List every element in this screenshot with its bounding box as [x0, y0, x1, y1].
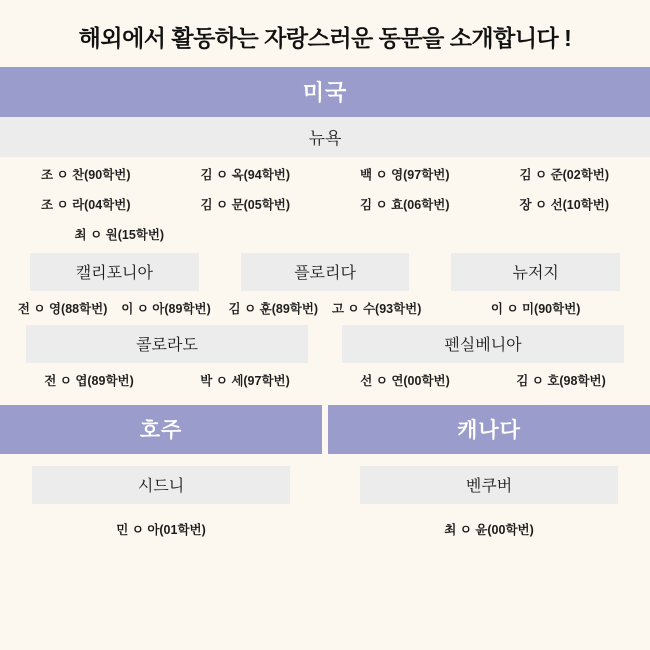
alumni-name: 김 ㅇ 준(02학번): [519, 168, 610, 182]
country-header-canada: 캐나다: [328, 405, 650, 454]
florida-names: [225, 299, 426, 317]
alumni-name: 백 ㅇ 영(97학번): [359, 168, 450, 182]
country-header-australia: 호주: [0, 405, 322, 454]
alumni-name: 최 ㅇ 원(15학번): [74, 228, 165, 242]
state-chips-row-2: [0, 325, 650, 363]
state-chip-cell: [330, 325, 636, 363]
newyork-names-row-2: [0, 187, 650, 217]
alumni-name: 김 ㅇ 문(05학번): [200, 198, 291, 212]
city-header-vancouver: 벤쿠버: [360, 466, 618, 504]
california-names: [14, 299, 215, 317]
state-chip-cell: [435, 253, 636, 291]
alumni-name: 장 ㅇ 선(10학번): [519, 198, 610, 212]
alumni-name: 김 ㅇ 훈(89학번): [228, 302, 319, 316]
city-header-newjersey: 뉴저지: [451, 253, 620, 291]
alumni-name: 전 ㅇ 영(88학번): [17, 302, 108, 316]
canada-city-wrap: [328, 454, 650, 504]
colorado-names: [14, 371, 320, 389]
usa-states-row-1: [0, 253, 650, 319]
country-block-australia: [0, 405, 322, 538]
city-header-newyork: 뉴욕: [0, 117, 650, 157]
page-title: 해외에서 활동하는 자랑스러운 동문을 소개합니다 !: [78, 25, 572, 51]
state-chip-cell: [14, 325, 320, 363]
alumni-name: 이 ㅇ 미(90학번): [490, 302, 581, 316]
alumni-name: 민 ㅇ 아(01학번): [116, 523, 206, 537]
city-header-sydney: 시드니: [32, 466, 290, 504]
alumni-name: 고 ㅇ 수(93학번): [331, 302, 422, 316]
city-header-california: 캘리포니아: [30, 253, 199, 291]
newyork-names-row-3: [0, 217, 650, 247]
alumni-name: 김 ㅇ 호(98학번): [516, 374, 606, 388]
city-header-florida: 플로리다: [241, 253, 410, 291]
newjersey-names: [435, 299, 636, 317]
australia-city-wrap: [0, 454, 322, 504]
state-chips-row-1: [0, 253, 650, 291]
state-names-row-1: [0, 291, 650, 319]
city-header-pennsylvania: 펜실베니아: [342, 325, 624, 363]
state-chip-cell: [14, 253, 215, 291]
country-header-usa: 미국: [0, 67, 650, 117]
alumni-name: 조 ㅇ 라(04학번): [40, 198, 131, 212]
alumni-name: 선 ㅇ 연(00학번): [360, 374, 450, 388]
alumni-name: 김 ㅇ 효(06학번): [359, 198, 450, 212]
usa-states-row-2: [0, 325, 650, 391]
alumni-name: 박 ㅇ 세(97학번): [200, 374, 290, 388]
state-chip-cell: [225, 253, 426, 291]
state-names-row-2: [0, 363, 650, 391]
city-header-colorado: 콜로라도: [26, 325, 308, 363]
alumni-name: 최 ㅇ 윤(00학번): [444, 523, 534, 537]
alumni-name: 김 ㅇ 옥(94학번): [200, 168, 291, 182]
bottom-countries: [0, 405, 650, 538]
alumni-name: 이 ㅇ 아(89학번): [121, 302, 211, 316]
country-block-canada: [328, 405, 650, 538]
alumni-name: 전 ㅇ 엽(89학번): [44, 374, 134, 388]
pennsylvania-names: [330, 371, 636, 389]
newyork-names-row-1: [0, 157, 650, 187]
alumni-name: 조 ㅇ 찬(90학번): [40, 168, 131, 182]
